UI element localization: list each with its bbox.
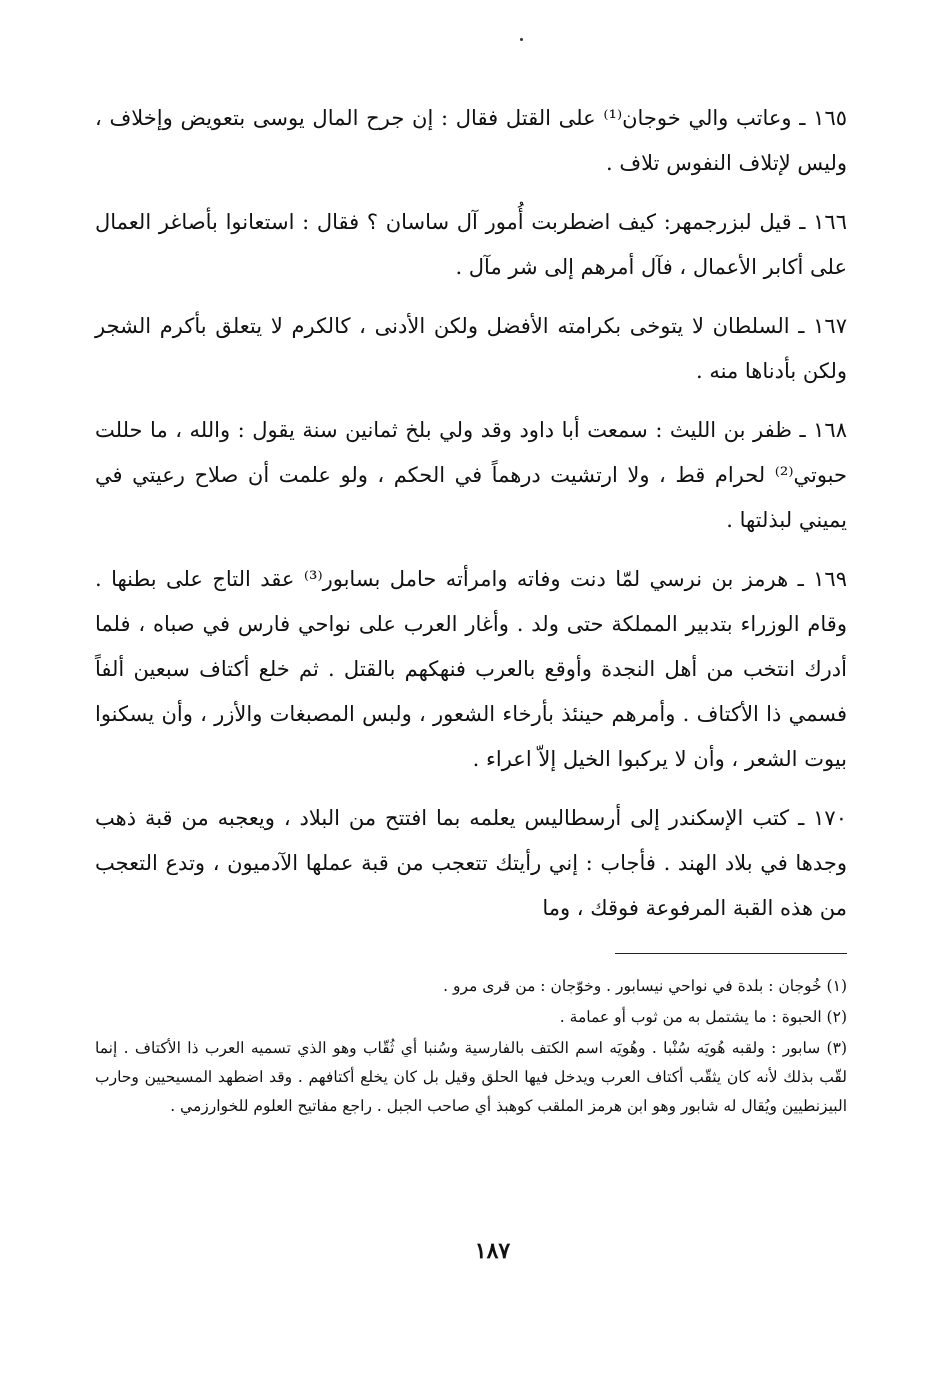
paragraph-165: ١٦٥ ـ وعاتب والي خوجان⁽¹⁾ على القتل فقال : إن جرح المال يوسى بتعويض وإخلاف ، وليس لإتلاف النفوس تلاف . xyxy=(95,106,848,175)
footnote-1: (١) خُوجان : بلدة في نواحي نيسابور . وخوّجان : من قرى مرو . xyxy=(443,977,847,995)
paragraph-170: ١٧٠ ـ كتب الإسكندر إلى أرسطاليس يعلمه بما افتتح من البلاد ، ويعجبه من قبة ذهب وجدها في بلاد الهند . فأجاب : إني رأيتك تتعجب من قبة عملها الآدميون ، وتدع التعجب من هذه القبة المرفوعة فوقك ، وما xyxy=(95,806,847,920)
footnotes xyxy=(95,972,847,1123)
footnote-2: (٢) الحبوة : ما يشتمل به من ثوب أو عمامة . xyxy=(559,1008,847,1026)
footnote-3: (٣) سابور : ولقبه هُويَه سُنْبا . وهُويَه اسم الكتف بالفارسية وسُنبا أي ثُقّاب وهو الذي تسميه العرب ذا الأكتاف . إنما لقّب بذلك لأنه كان يثقّب أكتاف العرب ويدخل فيها الحلق وقيل بل كان يخلع أكتافهم . وقد اضطهد المسيحيين وحارب البيزنطيين ويُقال له شابور وهو ابن هرمز الملقب كوهبذ أي صاحب الجبل . راجع مفاتيح العلوم للخوارزمي . xyxy=(95,1039,848,1115)
page-number: ١٨٧ xyxy=(474,1238,511,1264)
paragraph-167: ١٦٧ ـ السلطان لا يتوخى بكرامته الأفضل ولكن الأدنى ، كالكرم لا يتعلق بأكرم الشجر ولكن بأدناها منه . xyxy=(95,314,847,383)
footnote-separator xyxy=(615,953,847,954)
paragraph-166: ١٦٦ ـ قيل لبزرجمهر: كيف اضطربت أُمور آل ساسان ؟ فقال : استعانوا بأصاغر العمال على أكابر الأعمال ، فآل أمرهم إلى شر مآل . xyxy=(95,210,847,279)
main-text xyxy=(95,96,847,945)
page-number-container xyxy=(0,1238,945,1264)
paragraph-169: ١٦٩ ـ هرمز بن نرسي لمّا دنت وفاته وامرأته حامل بسابور⁽³⁾ عقد التاج على بطنها . وقام الوزراء بتدبير المملكة حتى ولد . وأغار العرب على نواحي فارس في صباه ، فلما أدرك انتخب من أهل النجدة وأوقع بالعرب فنهكهم بالقتل . ثم خلع أكتاف سبعين ألفاً فسمي ذا الأكتاف . وأمرهم حينئذ بأرخاء الشعور ، ولبس المصبغات والأزر ، وأن يسكنوا بيوت الشعر ، وأن لا يركبوا الخيل إلاّ اعراء . xyxy=(95,567,847,771)
page-speck xyxy=(520,38,523,41)
paragraph-168: ١٦٨ ـ ظفر بن الليث : سمعت أبا داود وقد ولي بلخ ثمانين سنة يقول : والله ، ما حللت حبوتي⁽²⁾ لحرام قط ، ولا ارتشيت درهماً في الحكم ، ولو علمت أن صلاح رعيتي في يميني لبذلتها . xyxy=(95,418,847,532)
